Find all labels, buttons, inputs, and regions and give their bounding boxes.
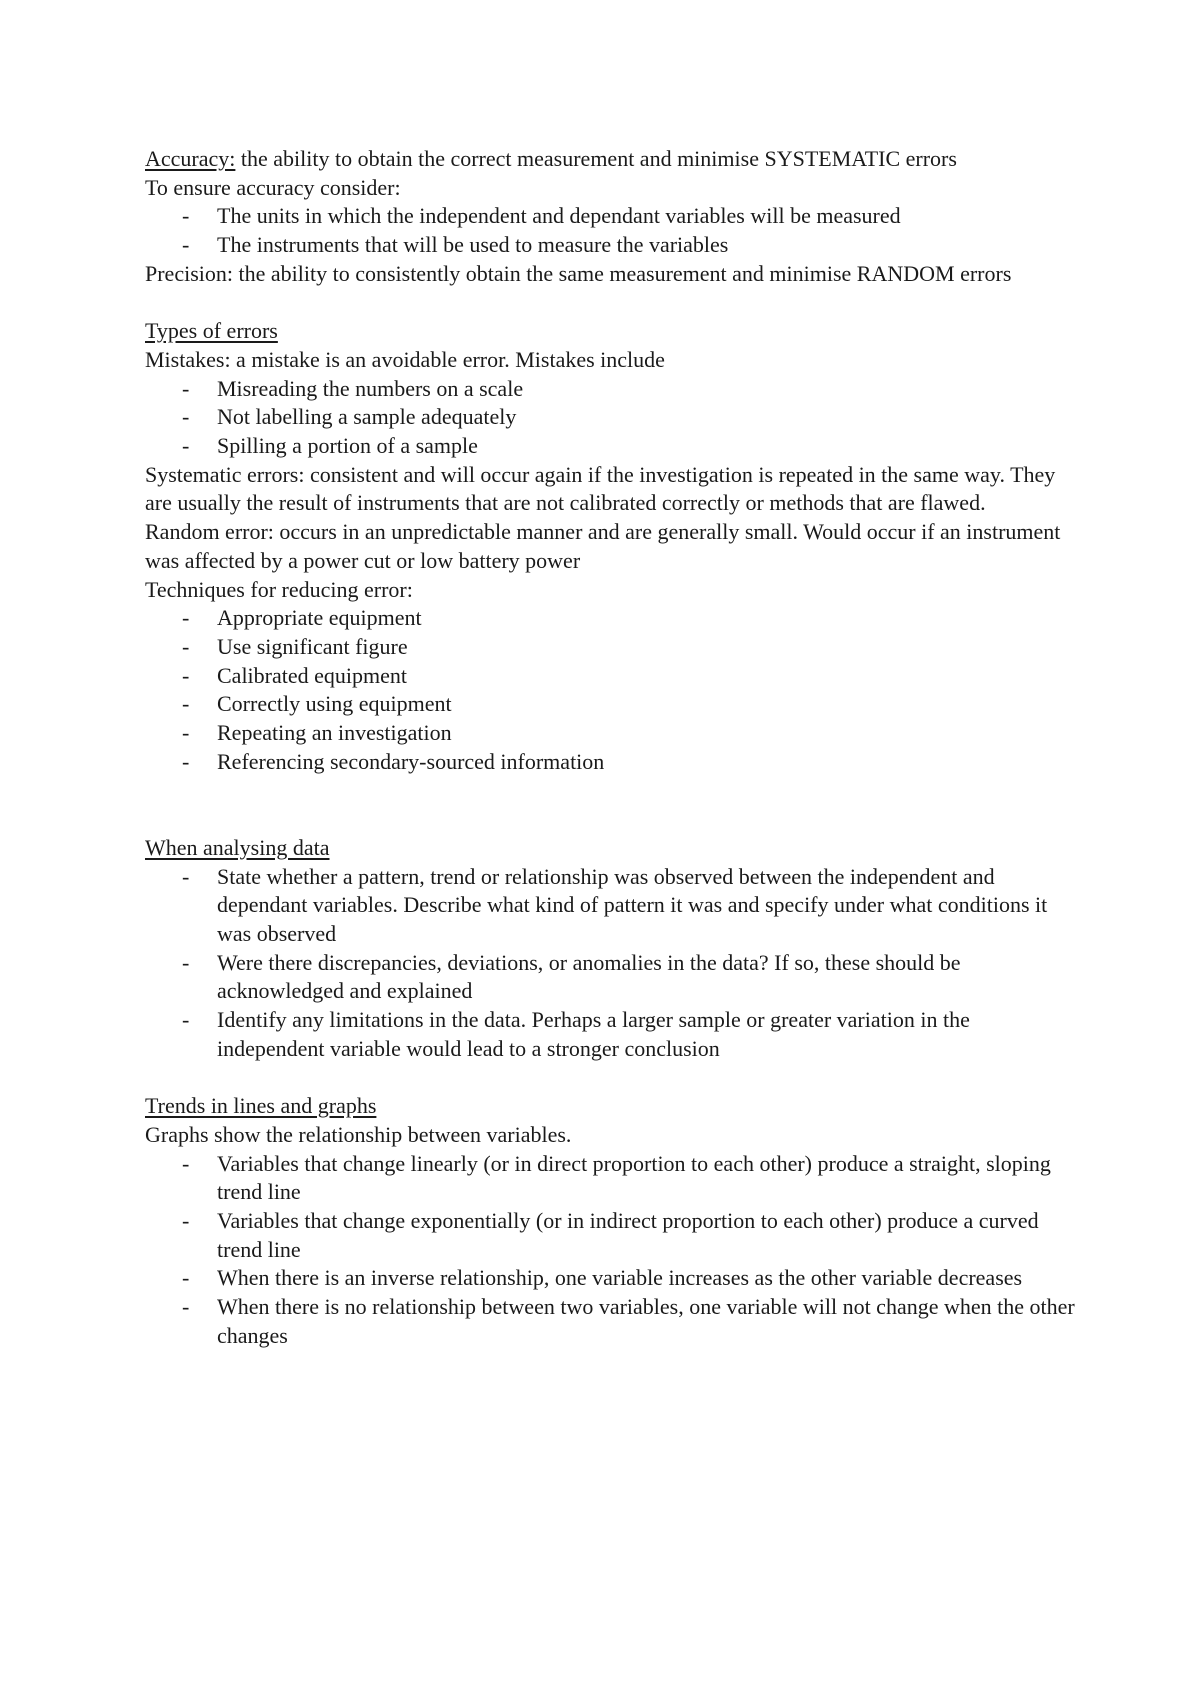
list-item: [145, 1264, 1075, 1293]
trends-list: [145, 1150, 1075, 1351]
list-item-text: Misreading the numbers on a scale: [217, 375, 524, 401]
dash-bullet: -: [182, 748, 190, 774]
list-item-text: Not labelling a sample adequately: [217, 404, 517, 430]
list-item: [145, 748, 1075, 777]
list-item-text: When there is no relationship between two variables, one variable will not change when the other changes: [217, 1294, 1075, 1348]
analysing-list: [145, 863, 1075, 1064]
accuracy-list: [145, 202, 1075, 259]
list-item-text: Calibrated equipment: [217, 662, 407, 688]
list-item-text: Correctly using equipment: [217, 691, 452, 717]
dash-bullet: -: [182, 691, 190, 717]
list-item: [145, 633, 1075, 662]
trends-intro: Graphs show the relationship between variables.: [145, 1121, 572, 1147]
list-item: [145, 949, 1075, 1006]
accuracy-definition-text: the ability to obtain the correct measurement and minimise SYSTEMATIC errors: [235, 146, 957, 171]
paragraph-gap: [145, 289, 1075, 318]
mistakes-intro: Mistakes: a mistake is an avoidable error. Mistakes include: [145, 346, 665, 372]
dash-bullet: -: [182, 863, 190, 889]
dash-bullet: -: [182, 1294, 190, 1320]
errors-heading: Types of errors: [145, 318, 278, 344]
dash-bullet: -: [182, 662, 190, 688]
list-item: [145, 604, 1075, 633]
dash-bullet: -: [182, 404, 190, 430]
techniques-list: [145, 604, 1075, 776]
accuracy-intro: To ensure accuracy consider:: [145, 174, 401, 200]
dash-bullet: -: [182, 203, 190, 229]
list-item-text: Were there discrepancies, deviations, or anomalies in the data? If so, these should be acknowledged and explained: [217, 949, 961, 1004]
list-item: [145, 719, 1075, 748]
dash-bullet: -: [182, 232, 190, 258]
techniques-intro: Techniques for reducing error:: [145, 576, 413, 602]
list-item-text: Spilling a portion of a sample: [217, 433, 478, 459]
dash-bullet: -: [182, 633, 190, 659]
list-item: [145, 690, 1075, 719]
trends-heading: Trends in lines and graphs: [145, 1093, 377, 1119]
systematic-errors: Systematic errors: consistent and will occur again if the investigation is repeated in the same way. They are usually the result of instruments that are not calibrated correctly or methods that are flawed.: [145, 461, 1056, 516]
paragraph-gap: [145, 1063, 1075, 1092]
list-item-text: State whether a pattern, trend or relationship was observed between the independent and dependant variables. Describe what kind of pattern it was and specify under what conditions it was observed: [217, 863, 1048, 946]
list-item: [145, 432, 1075, 461]
list-item: [145, 1006, 1075, 1063]
list-item-text: When there is an inverse relationship, one variable increases as the other variable decreases: [217, 1265, 1023, 1291]
list-item-text: Variables that change linearly (or in direct proportion to each other) produce a straight, sloping trend line: [217, 1150, 1051, 1205]
dash-bullet: -: [182, 1207, 190, 1233]
document-page: [145, 145, 1075, 1350]
analysing-heading: When analysing data: [145, 834, 330, 860]
list-item-text: Referencing secondary-sourced information: [217, 748, 605, 774]
dash-bullet: -: [182, 1150, 190, 1176]
list-item-text: Identify any limitations in the data. Perhaps a larger sample or greater variation in the independent variable would lead to a stronger conclusion: [217, 1007, 970, 1061]
random-error: Random error: occurs in an unpredictable manner and are generally small. Would occur if an instrument was affected by a power cut or low battery power: [145, 519, 1061, 573]
list-item: [145, 1207, 1075, 1264]
dash-bullet: -: [182, 720, 190, 746]
list-item: [145, 1293, 1075, 1350]
list-item-text: The units in which the independent and dependant variables will be measured: [217, 203, 901, 229]
precision-definition: Precision: the ability to consistently obtain the same measurement and minimise RANDOM errors: [145, 260, 1012, 286]
list-item-text: Use significant figure: [217, 633, 408, 659]
list-item: [145, 375, 1075, 404]
list-item: [145, 403, 1075, 432]
mistakes-list: [145, 375, 1075, 461]
list-item: [145, 1150, 1075, 1207]
dash-bullet: -: [182, 1265, 190, 1291]
dash-bullet: -: [182, 375, 190, 401]
list-item: [145, 863, 1075, 949]
accuracy-heading: Accuracy:: [145, 146, 236, 171]
list-item-text: Appropriate equipment: [217, 605, 422, 631]
paragraph-gap: [145, 776, 1075, 833]
dash-bullet: -: [182, 949, 190, 975]
dash-bullet: -: [182, 1007, 190, 1033]
accuracy-definition: [145, 145, 1075, 174]
list-item-text: Repeating an investigation: [217, 720, 452, 746]
dash-bullet: -: [182, 433, 190, 459]
list-item: [145, 662, 1075, 691]
dash-bullet: -: [182, 605, 190, 631]
list-item-text: The instruments that will be used to measure the variables: [217, 232, 729, 258]
list-item: [145, 202, 1075, 231]
list-item-text: Variables that change exponentially (or in indirect proportion to each other) produce a curved trend line: [217, 1207, 1039, 1262]
list-item: [145, 231, 1075, 260]
